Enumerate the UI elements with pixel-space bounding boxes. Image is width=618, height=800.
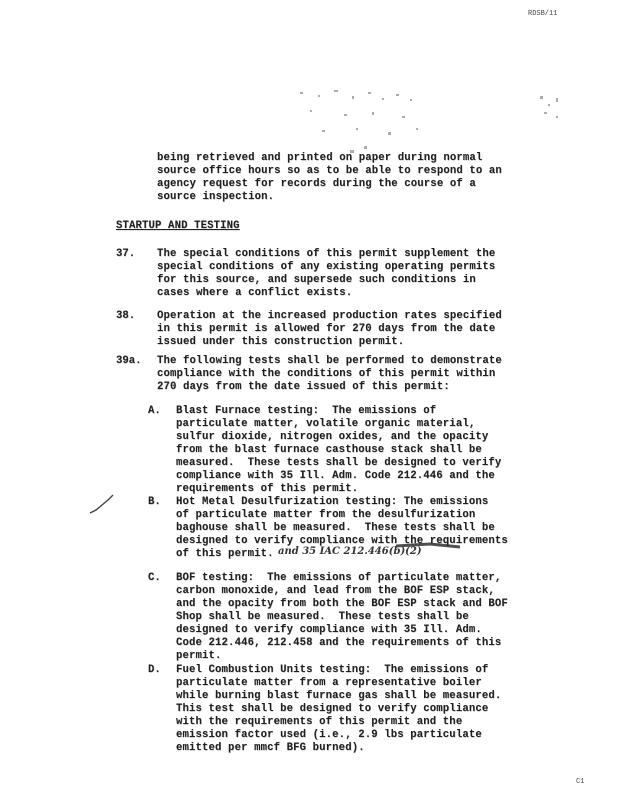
para38-line-1: Operation at the increased production rates specified	[157, 310, 502, 322]
intro-line-4: source inspection.	[157, 191, 275, 203]
para38-line-2: in this permit is allowed for 270 days from the date	[157, 323, 496, 335]
itemA-line-6: compliance with 35 Ill. Adm. Code 212.446 and the	[176, 470, 495, 482]
itemB-line-2: of particulate matter from the desulfurization	[176, 509, 476, 521]
itemD-label: D.	[148, 664, 161, 676]
para39-line-2: compliance with the conditions of this permit within	[157, 368, 496, 380]
para37-line-2: special conditions of any existing operating permits	[157, 261, 496, 273]
para37-line-3: for this source, and supersede such conditions in	[157, 274, 476, 286]
itemD-line-5: with the requirements of this permit and the	[176, 716, 463, 728]
itemD-line-3: while burning blast furnace gas shall be measured.	[176, 690, 502, 702]
para38-line-3: issued under this construction permit.	[157, 336, 405, 348]
para39-number: 39a.	[116, 355, 142, 367]
para37-line-4: cases where a conflict exists.	[157, 287, 353, 299]
itemA-label: A.	[148, 405, 161, 417]
itemB-handwritten-note: and 35 IAC 212.446(b)(2)	[278, 546, 422, 557]
itemA-line-4: from the blast furnace casthouse stack shall be	[176, 444, 482, 456]
page-marker: C1	[576, 778, 585, 786]
itemC-line-3: and the opacity from both the BOF ESP stack and BOF	[176, 598, 508, 610]
section-title: STARTUP AND TESTING	[116, 220, 240, 232]
itemC-line-2: carbon monoxide, and lead from the BOF ESP stack,	[176, 585, 495, 597]
itemB-line-4: designed to verify compliance with the requirements	[176, 535, 508, 547]
header-code: RDSB/11	[528, 10, 558, 18]
para38-number: 38.	[116, 310, 136, 322]
itemC-line-6: Code 212.446, 212.458 and the requirements of this	[176, 637, 502, 649]
itemA-line-3: sulfur dioxide, nitrogen oxides, and the opacity	[176, 431, 489, 443]
para37-number: 37.	[116, 248, 136, 260]
itemA-line-5: measured. These tests shall be designed to verify	[176, 457, 502, 469]
intro-line-2: source office hours so as to be able to respond to an	[157, 165, 502, 177]
itemB-line-3: baghouse shall be measured. These tests shall be	[176, 522, 495, 534]
itemC-line-1: BOF testing: The emissions of particulate matter,	[176, 572, 502, 584]
itemC-label: C.	[148, 572, 161, 584]
itemA-line-1: Blast Furnace testing: The emissions of	[176, 405, 437, 417]
intro-line-1: being retrieved and printed on paper during normal	[157, 152, 483, 164]
itemD-line-7: emitted per mmcf BFG burned).	[176, 742, 365, 754]
intro-line-3: agency request for records during the course of a	[157, 178, 476, 190]
para39-line-1: The following tests shall be performed to demonstrate	[157, 355, 502, 367]
itemA-line-2: particulate matter, volatile organic material,	[176, 418, 476, 430]
itemD-line-1: Fuel Combustion Units testing: The emissions of	[176, 664, 489, 676]
para37-line-1: The special conditions of this permit supplement the	[157, 248, 496, 260]
itemC-line-7: permit.	[176, 650, 222, 662]
para39-line-3: 270 days from the date issued of this permit:	[157, 381, 450, 393]
itemC-line-4: Shop shall be measured. These tests shall be	[176, 611, 469, 623]
itemB-label: B.	[148, 496, 161, 508]
itemD-line-4: This test shall be designed to verify compliance	[176, 703, 489, 715]
itemB-line-1: Hot Metal Desulfurization testing: The emissions	[176, 496, 489, 508]
itemD-line-2: particulate matter from a representative boiler	[176, 677, 482, 689]
itemA-line-7: requirements of this permit.	[176, 483, 359, 495]
itemC-line-5: designed to verify compliance with 35 Ill. Adm.	[176, 624, 482, 636]
itemD-line-6: emission factor used (i.e., 2.9 lbs particulate	[176, 729, 482, 741]
itemB-line-5: of this permit.	[176, 548, 274, 560]
